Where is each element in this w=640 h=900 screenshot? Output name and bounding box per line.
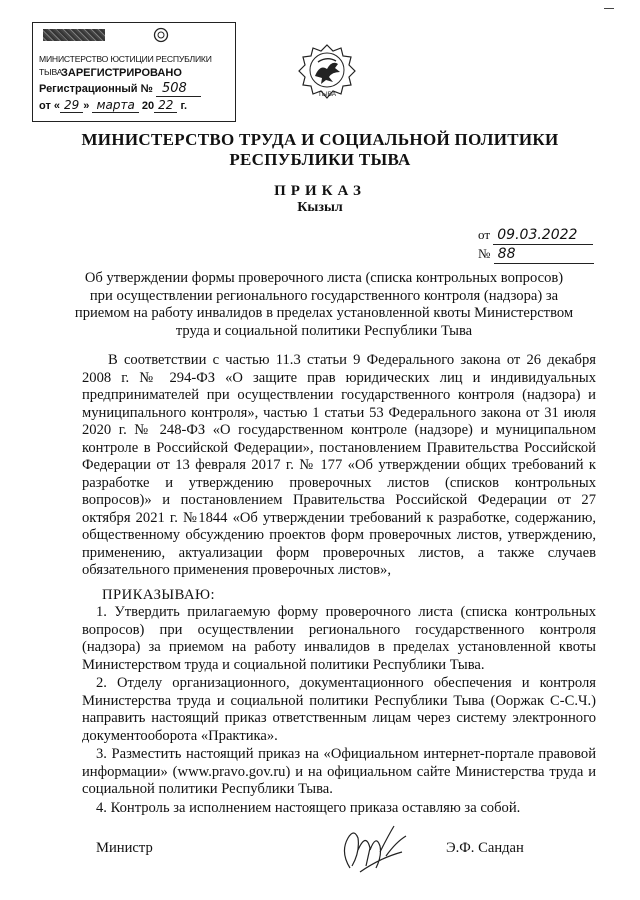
stamp-date-year-prefix: 20 (141, 100, 155, 112)
tuva-coat-of-arms-icon (296, 42, 358, 104)
signatory-name: Э.Ф. Сандан (446, 840, 524, 856)
order-items (82, 604, 596, 817)
order-date-value: 09.03.2022 (493, 226, 593, 245)
signatory-position: Министр (96, 840, 153, 856)
handwritten-signature (336, 822, 418, 878)
decree-word: ПРИКАЗЫВАЮ: (102, 587, 216, 603)
document-type: ПРИКАЗ (274, 183, 366, 199)
stamp-date-suffix: г. (180, 100, 188, 112)
stamp-reg-label: Регистрационный № (39, 83, 153, 95)
stamp-date-row (39, 99, 187, 113)
stamp-organization: МИНИСТЕРСТВО ЮСТИЦИИ РЕСПУБЛИКИ ТЫВА (39, 54, 212, 77)
stamp-date-mid: » (83, 100, 90, 112)
mini-emblem-icon (153, 27, 169, 43)
ministry-title (0, 130, 640, 170)
stamp-date-month: марта (92, 98, 138, 113)
order-date-label: от (478, 227, 491, 242)
ministry-title-line2: РЕСПУБЛИКИ ТЫВА (229, 150, 411, 169)
registration-stamp (32, 22, 236, 122)
stamp-status: ЗАРЕГИСТРИРОВАНО (61, 67, 182, 79)
stamp-date-prefix: от « (39, 100, 61, 112)
order-item: 2. Отделу организационного, документационного обеспечения и контроля Министерства труда и социальной политики Республики Тыва (Ооржак С-С.Ч.) направить настоящий приказ ответственным лицам через систему электронного документооборота «Практика». (82, 675, 596, 744)
emblem-label: ТЫВА (317, 91, 337, 98)
order-subject: Об утверждении формы проверочного листа (списка контрольных вопросов) при осуществлении регионального государственного контроля (надзора) за приемом на работу инвалидов в пределах установленной квоты Министерством труда и социальной политики Республики Тыва (74, 270, 574, 339)
order-date-number (478, 226, 594, 264)
ministry-title-line1: МИНИСТЕРСТВО ТРУДА И СОЦИАЛЬНОЙ ПОЛИТИКИ (81, 130, 559, 149)
order-number-label: № (478, 246, 491, 261)
scan-mark (604, 8, 614, 9)
order-item: 1. Утвердить прилагаемую форму проверочного листа (списка контрольных вопросов) при осуществлении регионального государственного контроля (надзора) за приемом на работу инвалидов в пределах установленной квоты Министерством труда и социальной политики Республики Тыва. (82, 604, 596, 673)
order-item: 3. Разместить настоящий приказ на «Официальном интернет-портале правовой информации» (www.pravo.gov.ru) и на официальном сайте Министерства труда и социальной политики Республики Тыва. (82, 746, 596, 797)
order-date-row (478, 226, 594, 245)
stamp-date-year: 22 (154, 98, 177, 113)
preamble-text: В соответствии с частью 11.3 статьи 9 Федерального закона от 26 декабря 2008 г. № 294-ФЗ «О защите прав юридических лиц и индивидуальных предпринимателей при осуществлении государственного контроля (надзора) и муниципального контроля», частью 1 статьи 53 Федерального закона от 31 июля 2020 г. № 248-ФЗ «О государственном контроле (надзоре) и муниципальном контроле в Российской Федерации», постановлением Правительства Российской Федерации от 13 февраля 2017 г. № 177 «Об утверждении общих требований к разработке и утверждению проверочных листов (списков контрольных вопросов)» и постановлением Правительства Российской Федерации от 27 октября 2021 г. №1844 «Об утверждении требований к разработке, содержанию, общественному обсуждению проектов форм проверочных листов, утверждению, применению, актуализации форм проверочных листов, а также случаев обязательного применения проверочных листов», (82, 352, 596, 578)
stamp-reg-number: 508 (156, 81, 201, 97)
document-city: Кызыл (297, 200, 343, 215)
stamp-reg-number-row (39, 82, 201, 96)
order-number-value: 88 (494, 245, 594, 264)
order-item: 4. Контроль за исполнением настоящего приказа оставляю за собой. (96, 799, 521, 816)
stamp-date-day: 29 (60, 98, 83, 113)
order-number-row (478, 245, 594, 264)
order-preamble (82, 352, 596, 580)
redacted-area (43, 29, 105, 41)
